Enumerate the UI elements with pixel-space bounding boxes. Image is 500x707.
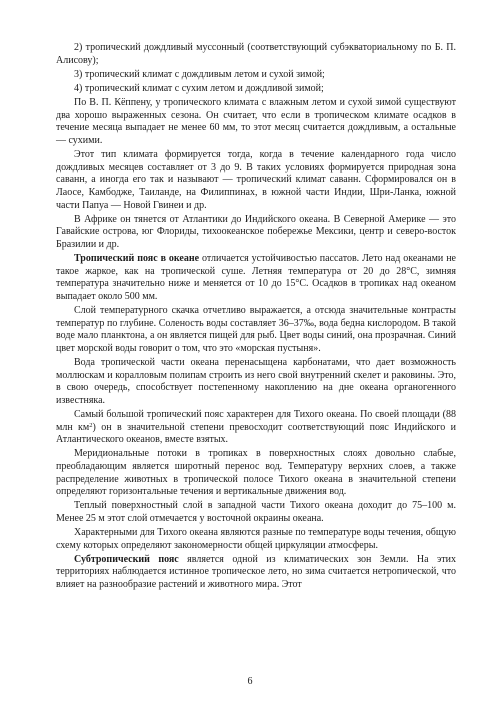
paragraph-warm-layer: Теплый поверхностный слой в западной части Тихого океана доходит до 75–100 м. Менее 25 м этот слой отмечается у восточной окраины океана.: [56, 500, 456, 524]
paragraph-africa: В Африке он тянется от Атлантики до Индийского океана. В Северной Америке — это Гавайские острова, юг Флориды, тихоокеанское побережье Мексики, центр и северо-восток Бразилии и др.: [56, 213, 456, 250]
paragraph-characteristic: Характерными для Тихого океана являются разные по температуре воды течения, общую схему которых определяют закономерности общей циркуляции атмосферы.: [56, 527, 456, 551]
km2-superscript: 2: [89, 421, 93, 429]
list-item-2: 2) тропический дождливый муссонный (соответствующий субэкваториальному по Б. П. Алисову);: [56, 42, 456, 66]
subtropical-text: является одной из климатических зон Земли. На этих территориях наблюдается истинное тропическое лето, но зима считается нетропической, что влияет на разнообразие растений и животного мира. Этот: [56, 553, 456, 591]
paragraph-layer: Слой температурного скачка отчетливо выражается, а отсюда значительные контрасты температур по глубине. Соленость воды составляет 36–37‰, вода бедна кислородом. В такой воде мало планктона, а он является пищей для рыб. Цвет воды синий, она прозрачная. Синий цвет морской воды говорит о том, что это «морская пустыня».: [56, 305, 456, 354]
ocean-belt-lead: Тропический пояс в океане: [74, 253, 200, 265]
document-page: [56, 42, 456, 593]
paragraph-meridional: Меридиональные потоки в тропиках в поверхностных слоях довольно слабые, преобладающим является широтный перенос вод. Температуру верхних слоев, а также распределение животных в тропической полосе Тихого океана в значительной степени определяют горизонтальные течения и вертикальные движения вод.: [56, 448, 456, 498]
list-item-3: 3) тропический климат с дождливым летом и сухой зимой;: [74, 68, 325, 80]
paragraph-water: Вода тропической части океана перенасыщена карбонатами, что дает возможность моллюскам и коралловым полипам строить из него свой внутренний скелет и раковины. Это, в свою очередь, способствует постепенному накоплению на дне океана органогенного известняка.: [56, 357, 456, 406]
largest-belt-text-a: Самый большой тропический пояс характерен для Тихого океана. По своей площади (88 млн км: [56, 408, 456, 433]
paragraph-climate-type: Этот тип климата формируется тогда, когда в течение календарного года число дождливых месяцев составляет от 3 до 9. В таких условиях формируется природная зона саванн, а иногда его так и называют — тропический климат саванн. Сформировался он в Лаосе, Камбодже, Таиланде, на Филиппинах, в южной части Индии, Шри-Ланка, южной части Папуа — Новой Гвинеи и др.: [56, 149, 456, 211]
subtropical-lead: Субтропический пояс: [74, 553, 179, 565]
paragraph-koppen: По В. П. Кёппену, у тропического климата с влажным летом и сухой зимой существуют два хорошо выраженных сезона. Он считает, что если в тропическом климате осадков в течение месяца выпадает не менее 60 мм, то этот месяц считается дождливым, а остальные — сухими.: [56, 97, 456, 146]
ocean-belt-text: отличается устойчивостью пассатов. Лето над океанами не такое жаркое, как на тропической суше. Летняя температура от 20 до 28°С, зимняя температура значительно ниже и меняется от 10 до 15°С. Осадков в тропиках над океаном выпадает около 500 мм.: [56, 253, 456, 302]
paragraph-ocean-belt: [56, 253, 456, 303]
paragraph-largest-belt: [56, 409, 456, 447]
largest-belt-text-b: ) он в значительной степени превосходит соответствующий пояс Индийского и Атлантического океанов, вместе взятых.: [56, 421, 456, 446]
list-item-4: 4) тропический климат с сухим летом и дождливой зимой;: [74, 82, 324, 94]
page-number: 6: [247, 676, 253, 687]
paragraph-subtropical: [56, 554, 456, 592]
